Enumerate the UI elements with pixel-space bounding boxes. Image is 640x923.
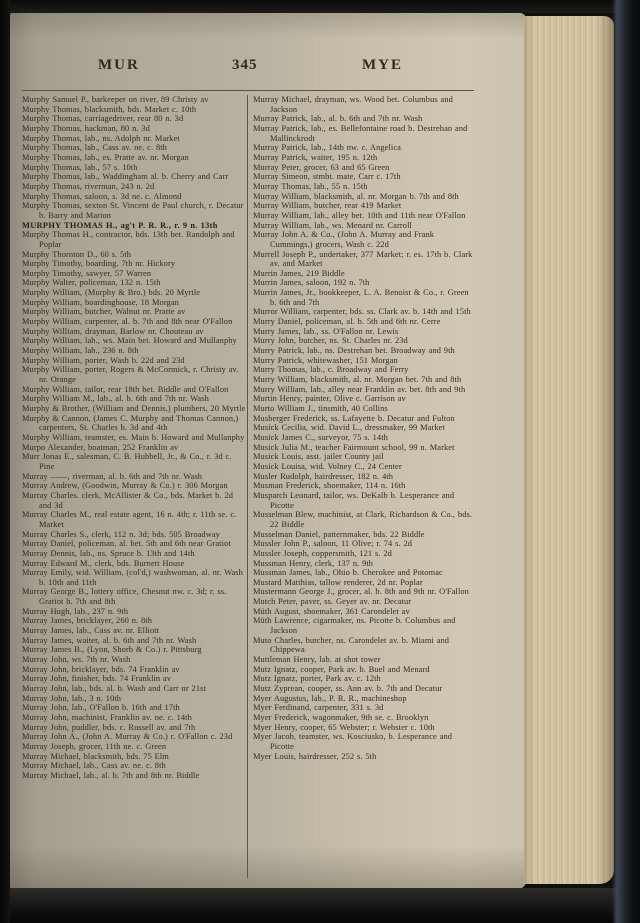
directory-entry: Murphy William, drayman, Barlow nr. Chouteau av bbox=[22, 326, 204, 336]
directory-entry: Murrell Joseph P., undertaker, 377 Market; r. es. 17th b. Clark av. and Market bbox=[253, 249, 473, 269]
directory-entry: Musick Louisa, wid. Volney C., 24 Center bbox=[253, 461, 402, 471]
directory-entry: Murray James, lab., Cass av. nr. Elliott bbox=[22, 626, 160, 636]
directory-entry: Murry Patrick, whitewasher, 151 Morgan bbox=[253, 355, 398, 365]
directory-entry: Murrin James, 219 Biddle bbox=[253, 268, 345, 278]
directory-entry: Mustard Matthias, tallow renderer, 2d nr. Poplar bbox=[253, 577, 423, 587]
directory-entry: Murray James, waiter, al. b. 6th and 7th nr. Wash bbox=[22, 635, 197, 645]
directory-entry: Murray James B., (Lyon, Shorb & Co.) r. Pittsburg bbox=[22, 645, 202, 655]
directory-entry: Murphy Thomas, lab., ns. Adolph nr. Market bbox=[22, 133, 180, 143]
directory-entry: Murray Simeon, stmbt. mate, Carr c. 17th bbox=[253, 172, 401, 182]
directory-entry: Murr Jonas E., salesman, C. B. Hubbell, Jr., & Co., r. 3d c. Pine bbox=[22, 452, 232, 471]
book-cover-left bbox=[0, 0, 10, 923]
directory-entry: Murphy William, lab., ws. Main bet. Howard and Mullanphy bbox=[22, 336, 237, 346]
directory-entry: Murray ——, riverman, al. b. 6th and 7th nr. Wash bbox=[22, 471, 203, 481]
directory-entry: Murphy Thomas, lab., Waddingham al. b. Cherry and Carr bbox=[22, 172, 229, 182]
book-cover-top bbox=[0, 0, 640, 13]
directory-entry: Murray Patrick, lab., es. Bellefontaine road b. Destrehan and Mallinckrodt bbox=[253, 123, 468, 143]
book-page-edges bbox=[524, 16, 614, 884]
directory-entry: Musick James C., surveyor, 75 s. 14th bbox=[253, 432, 388, 442]
directory-entry: Murray William, blacksmith, al. nr. Morgan b. 7th and 8th bbox=[253, 191, 459, 201]
running-head-right-guide: MYE bbox=[362, 57, 403, 73]
directory-entry: Mutz Ignatz, cooper, Park av. b. Buel and Menard bbox=[253, 664, 430, 674]
directory-entry: Mustermann George J., grocer, al. b. 8th and 9th nr. O'Fallon bbox=[253, 587, 469, 597]
running-head-left-guide: MUR bbox=[98, 57, 140, 73]
directory-entry: Murray Michael, lab., al. b. 7th and 8th nr. Biddle bbox=[22, 770, 200, 780]
directory-entry: Murtin Henry, painter, Olive c. Garrison av bbox=[253, 394, 406, 404]
book-cover-bottom bbox=[0, 888, 640, 923]
directory-entry: Musselman Daniel, patternmaker, bds. 22 Biddle bbox=[253, 529, 425, 539]
directory-entry: Mutz Ignatz, porter, Park av. c. 12th bbox=[253, 674, 381, 684]
directory-entry: Murray James, bricklayer, 260 n. 8th bbox=[22, 616, 152, 626]
directory-entry: Murphy Timothy, sawyer, 57 Warren bbox=[22, 268, 152, 278]
directory-entry: Musberger Frederick, ss. Lafayette b. Decatur and Fulton bbox=[253, 413, 455, 423]
directory-entry: Murray John, lab., O'Fallon b. 16th and 17th bbox=[22, 703, 180, 713]
directory-entry: Murphy William, carpenter, al. b. 7th and 8th near O'Fallon bbox=[22, 317, 233, 327]
directory-entry: Musman Frederick, shoemaker, 114 n. 16th bbox=[253, 481, 406, 491]
directory-entry: Muttleman Henry, lab. at shot tower bbox=[253, 655, 381, 665]
directory-entry: Murrin James, Jr., bookkeeper, L. A. Benoist & Co., r. Green b. 6th and 7th bbox=[253, 288, 469, 307]
directory-entry: Murry William, blacksmith, al. nr. Morgan bet. 7th and 8th bbox=[253, 375, 462, 385]
directory-entry: Murphy William, butcher, Walnut nr. Pratte av bbox=[22, 307, 186, 317]
directory-entry: Murry Thomas, lab., c. Broadway and Ferry bbox=[253, 365, 409, 375]
directory-entry: Murray Thomas, lab., 55 n. 15th bbox=[253, 181, 368, 191]
directory-entry: Murray Michael, blacksmith, bds. 75 Elm bbox=[22, 751, 169, 761]
directory-entry: Murray Joseph, grocer, 11th ne. c. Green bbox=[22, 741, 167, 751]
directory-entry: Murphy Thomas, hackman, 80 n. 3d bbox=[22, 123, 150, 133]
directory-entry: Murphy William, porter, Rogers & McCormick, r. Christy av. nr. Orange bbox=[22, 365, 239, 385]
directory-entry: Murray Hugh, lab., 237 n. 9th bbox=[22, 606, 129, 616]
directory-entry: Myer Jacob, teamster, ws. Kosciusko, b. Lesperance and Picotte bbox=[253, 732, 453, 751]
directory-entry: Murray Charles M., real estate agent, 16 n. 4th; r. 11th se. c. Market bbox=[22, 510, 237, 529]
directory-entry: Müth Lawrence, cigarmaker, ns. Picotte b. Columbus and Jackson bbox=[253, 616, 456, 636]
directory-entry: Murray Edward M., clerk, bds. Burnett House bbox=[22, 558, 185, 568]
directory-entry: Mussler John P., saloon, 11 Olive; r. 74 s. 2d bbox=[253, 539, 413, 549]
directory-entry: Murphy William, lab., 236 n. 8th bbox=[22, 346, 139, 356]
directory-entry: Murray William, butcher, rear 419 Market bbox=[253, 201, 402, 211]
directory-entry: Murray John A., (John A. Murray & Co.) r. O'Fallon c. 23d bbox=[22, 732, 233, 742]
directory-entry: Musick Louis, asst. jailer County jail bbox=[253, 452, 384, 462]
directory-entry: Murphy Thomas, riverman, 243 n. 2d bbox=[22, 181, 155, 191]
directory-entry: Müth August, shoemaker, 361 Carondelet av bbox=[253, 606, 410, 616]
directory-entry: Murphy Thomas, saloon, s. 3d ne. c. Almond bbox=[22, 191, 182, 201]
directory-entry: Murphy William, teamster, es. Main b. Howard and Mullanphy bbox=[22, 432, 245, 442]
directory-entry: Mussler Joseph, coppersmith, 121 s. 2d bbox=[253, 548, 392, 558]
directory-page bbox=[10, 13, 526, 889]
directory-entry: Murrin James, saloon, 192 n. 7th bbox=[253, 278, 370, 288]
header-rule bbox=[22, 90, 474, 91]
directory-entry: Myer Louis, hairdresser, 252 s. 5th bbox=[253, 751, 377, 761]
directory-entry: Murpo Alexander, boatman, 252 Franklin av bbox=[22, 442, 179, 452]
directory-entry: Murto William J., tinsmith, 40 Collins bbox=[253, 404, 388, 413]
directory-entry: Murry James, lab., ss. O'Fallon nr. Lewis bbox=[253, 326, 399, 336]
directory-entry: Murray Michael, drayman, ws. Wood bet. Columbus and Jackson bbox=[253, 95, 453, 114]
running-head bbox=[10, 57, 480, 77]
directory-entry: Murphy Thomas, sexton St. Vincent de Paul church, r. Decatur b. Barry and Marion bbox=[22, 201, 244, 220]
directory-entry: Murphy Thomas, lab., 57 s. 10th bbox=[22, 162, 138, 172]
directory-entry: Murray John, bricklayer, bds. 74 Franklin av bbox=[22, 664, 180, 674]
directory-entry: Murphy William, tailor, rear 18th bet. Biddle and O'Fallon bbox=[22, 384, 229, 394]
book-cover-spine-right bbox=[612, 0, 640, 923]
page-number: 345 bbox=[232, 57, 258, 73]
directory-entry: Murphy & Brother, (William and Dennis,) plumbers, 20 Myrtle bbox=[22, 404, 246, 413]
directory-entry: Musler Rudolph, hairdresser, 182 n. 4th bbox=[253, 471, 394, 481]
directory-entry: Murphy William, (Murphy & Bro.) bds. 20 Myrtle bbox=[22, 288, 201, 298]
directory-entry: Murray John, lab., bds. al. b. Wash and Carr nr 21st bbox=[22, 684, 206, 694]
directory-entry: Musselman Blew, machinist, at Clark, Richardson & Co., bds. 22 Biddle bbox=[253, 510, 473, 529]
directory-entry: Myer Henry, cooper, 65 Webster; r. Webster c. 10th bbox=[253, 722, 435, 732]
directory-entry: Murphy Thomas H., contractor, bds. 13th bet. Randolph and Poplar bbox=[22, 230, 235, 249]
directory-entry: Murry William, lab., alley near Franklin av. bet. 8th and 9th bbox=[253, 384, 466, 394]
directory-entry: Mutz Zyprean, cooper, ss. Ann av. b. 7th and Decatur bbox=[253, 684, 443, 694]
directory-entry: Murray Charles S., clerk, 112 n. 3d; bds. 505 Broadway bbox=[22, 529, 220, 539]
directory-entry: Myer Ferdinand, carpenter, 331 s. 3d bbox=[253, 703, 384, 713]
directory-entry: Murray John, ws. 7th nr. Wash bbox=[22, 655, 131, 665]
directory-entry: Mussman Henry, clerk, 137 n. 9th bbox=[253, 558, 374, 568]
directory-entry: Murphy Timothy, boarding. 7th nr. Hickory bbox=[22, 259, 176, 269]
directory-entry: Murphy Thomas, lab., Cass av. ne. c. 8th bbox=[22, 143, 167, 153]
directory-entry: Murray John A. & Co., (John A. Murray and Frank Cummings,) grocers, Wash c. 22d bbox=[253, 230, 435, 249]
directory-entry: Murphy William, boardinghouse, 18 Morgan bbox=[22, 297, 179, 307]
directory-entry: Murray Charles. clerk, McAllister & Co., bds. Market b. 2d and 3d bbox=[22, 490, 233, 510]
directory-entry: Murray Michael, lab., Cass av. ne. c. 8th bbox=[22, 761, 166, 771]
directory-entry: Murphy William, porter, Wash b. 22d and 23d bbox=[22, 355, 185, 365]
directory-entry: Murphy & Cannon, (James C. Murphy and Thomas Cannon,) carpenters, St. Charles b. 3d and 4th bbox=[22, 413, 239, 433]
directory-entry: Musick Julia M., teacher Fairmount school, 99 n. Market bbox=[253, 442, 455, 452]
directory-entry: Murry Daniel, policeman, al. b. 5th and 6th nr. Cerre bbox=[253, 317, 441, 327]
directory-entry: MURPHY THOMAS H., ag't P. R. R., r. 9 n. 13th bbox=[22, 220, 218, 230]
column-divider-rule bbox=[247, 95, 248, 878]
directory-entry: Murror William, carpenter, bds. ss. Clark av. b. 14th and 15th bbox=[253, 307, 471, 317]
directory-entry: Murphy Thornton D., 60 s. 5th bbox=[22, 249, 132, 259]
directory-entry: Myer Frederick, wagonmaker, 9th se. c. Brooklyn bbox=[253, 713, 429, 722]
directory-entry: Murray Peter, grocer, 63 and 65 Green bbox=[253, 162, 390, 172]
directory-entry: Murphy Thomas, carriagedriver, rear 80 n. 3d bbox=[22, 114, 184, 124]
directory-entry: Murray William, lab., alley bet. 10th and 11th near O'Fallon bbox=[253, 210, 466, 220]
directory-entry: Murray John, finisher, bds. 74 Franklin av bbox=[22, 674, 172, 684]
directory-entry: Murphy Samuel P., barkeeper on river, 89 Christy av bbox=[22, 95, 209, 104]
directory-entry: Murphy Thomas, blacksmith, bds. Market c. 10th bbox=[22, 104, 197, 114]
directory-entry: Murray John, machinist, Franklin av. ne. c. 14th bbox=[22, 713, 192, 722]
directory-entry: Mussman James, lab., Ohio b. Cherokee and Potomac bbox=[253, 568, 443, 578]
directory-entry: Mutch Peter, paver, ss. Geyer av. nr. Decatur bbox=[253, 597, 412, 607]
directory-entry: Murphy William M., lab., al. b. 6th and 7th nr. Wash bbox=[22, 394, 209, 404]
directory-entry: Murray Daniel, policeman, al. bet. 5th and 6th near Gratiot bbox=[22, 539, 231, 549]
directory-entry: Murray John, puddler, bds. c. Russell av. and 7th bbox=[22, 722, 196, 732]
directory-entry: Murphy Walter, policeman, 132 n. 15th bbox=[22, 278, 161, 288]
directory-entry: Murphy Thomas, lab., es. Pratte av. nr. Morgan bbox=[22, 152, 189, 162]
directory-entry: Murry John, butcher, ns. St. Charles nr. 23d bbox=[253, 336, 408, 346]
directory-entry: Musick Cecilia, wid. David L., dressmaker, 99 Market bbox=[253, 423, 445, 433]
directory-entry: Murray Andrew, (Goodwin, Murray & Co.) r. 306 Morgan bbox=[22, 481, 228, 491]
directory-entry: Murry Patrick, lab., ns. Destrehan bet. Broadway and 9th bbox=[253, 346, 455, 356]
directory-entry: Murray William, lab., ws. Menard nr. Carroll bbox=[253, 220, 412, 230]
directory-column-left bbox=[22, 95, 246, 879]
directory-entry: Murray Dennis, lab., ns. Spruce b. 13th and 14th bbox=[22, 548, 195, 558]
directory-column-right bbox=[253, 95, 474, 879]
directory-entry: Murray George B., lottery office, Chesnut nw. c. 3d; r. ss. Gratiot b. 7th and 8th bbox=[22, 587, 227, 607]
directory-entry: Myer Augustus, lab., P. R. R., machineshop bbox=[253, 693, 407, 703]
directory-entry: Murray Patrick, lab., al. b. 6th and 7th nr. Wash bbox=[253, 114, 423, 124]
directory-entry: Musparch Leonard, tailor, ws. DeKalb b. Lesperance and Picotte bbox=[253, 490, 455, 510]
directory-entry: Murray Patrick, lab., 14th nw. c. Angelica bbox=[253, 143, 401, 153]
directory-entry: Murray Emily, wid. William, (col'd,) washwoman, al. nr. Wash b. 10th and 11th bbox=[22, 568, 243, 587]
directory-entry: Muto Charles, butcher, ns. Carondelet av. b. Miami and Chippewa bbox=[253, 635, 450, 655]
directory-entry: Murray John, lab., 3 n. 10th bbox=[22, 693, 122, 703]
directory-entry: Murray Patrick, waiter, 195 n. 12th bbox=[253, 152, 378, 162]
